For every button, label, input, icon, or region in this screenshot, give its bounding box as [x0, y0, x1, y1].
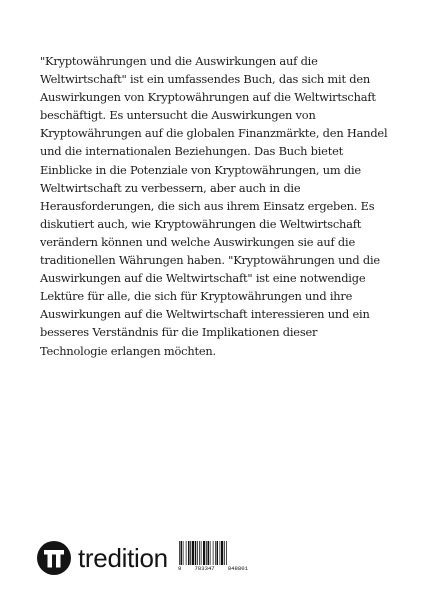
barcode-digit-group: 848801: [227, 565, 248, 572]
barcode-bar: [210, 541, 211, 565]
barcode-bar: [213, 541, 214, 565]
publisher-name: tredition: [78, 543, 168, 573]
barcode-bar: [181, 541, 183, 565]
barcode-bar: [208, 541, 210, 565]
barcode-bar: [186, 541, 187, 565]
barcode-bar: [220, 541, 221, 565]
barcode-bar: [183, 541, 184, 565]
barcode-bar: [199, 541, 200, 565]
barcode-bars: [179, 541, 247, 565]
barcode-digit-group: 9: [178, 565, 182, 572]
barcode-bar: [203, 541, 205, 565]
barcode-bar: [217, 541, 219, 565]
barcode-bar: [188, 541, 190, 565]
barcode-bar: [192, 541, 194, 565]
barcode-bar: [221, 541, 223, 565]
barcode-bar: [226, 541, 227, 565]
barcode-bar: [206, 541, 207, 565]
barcode-bar: [197, 541, 198, 565]
barcode-bar: [179, 541, 180, 565]
isbn-barcode: [177, 539, 249, 575]
publisher-logo: [37, 540, 168, 576]
barcode-bar: [195, 541, 197, 565]
barcode-digits: [177, 565, 249, 572]
barcode-digit-group: 783347: [194, 565, 215, 572]
barcode-bar: [190, 541, 191, 565]
tredition-logo-icon: [37, 541, 71, 575]
barcode-bar: [224, 541, 225, 565]
barcode-bar: [201, 541, 202, 565]
barcode-bar: [215, 541, 216, 565]
book-description: "Kryptowährungen und die Auswirkungen auf die Weltwirtschaft" ist ein umfassendes Buch, das sich mit den Auswirkungen von Kryptowährungen auf die Weltwirtschaft beschäftigt. Es untersucht die Auswirkungen von Kryptowährungen auf die globalen Finanzmärkte, den Handel und die internationalen Beziehungen. Das Buch bietet Einblicke in die Potenziale von Kryptowährungen, um die Weltwirtschaft zu verbessern, aber auch in die Herausforderungen, die sich aus ihrem Einsatz ergeben. Es diskutiert auch, wie Kryptowährungen die Weltwirtschaft verändern können und welche Auswirkungen sie auf die traditionellen Währungen haben. "Kryptowährungen und die Auswirkungen auf die Weltwirtschaft" ist eine notwendige Lektüre für alle, die sich für Kryptowährungen und ihre Auswirkungen auf die Weltwirtschaft interessieren und ein besseres Verständnis für die Implikationen dieser Technologie erlangen möchten.: [40, 54, 388, 358]
